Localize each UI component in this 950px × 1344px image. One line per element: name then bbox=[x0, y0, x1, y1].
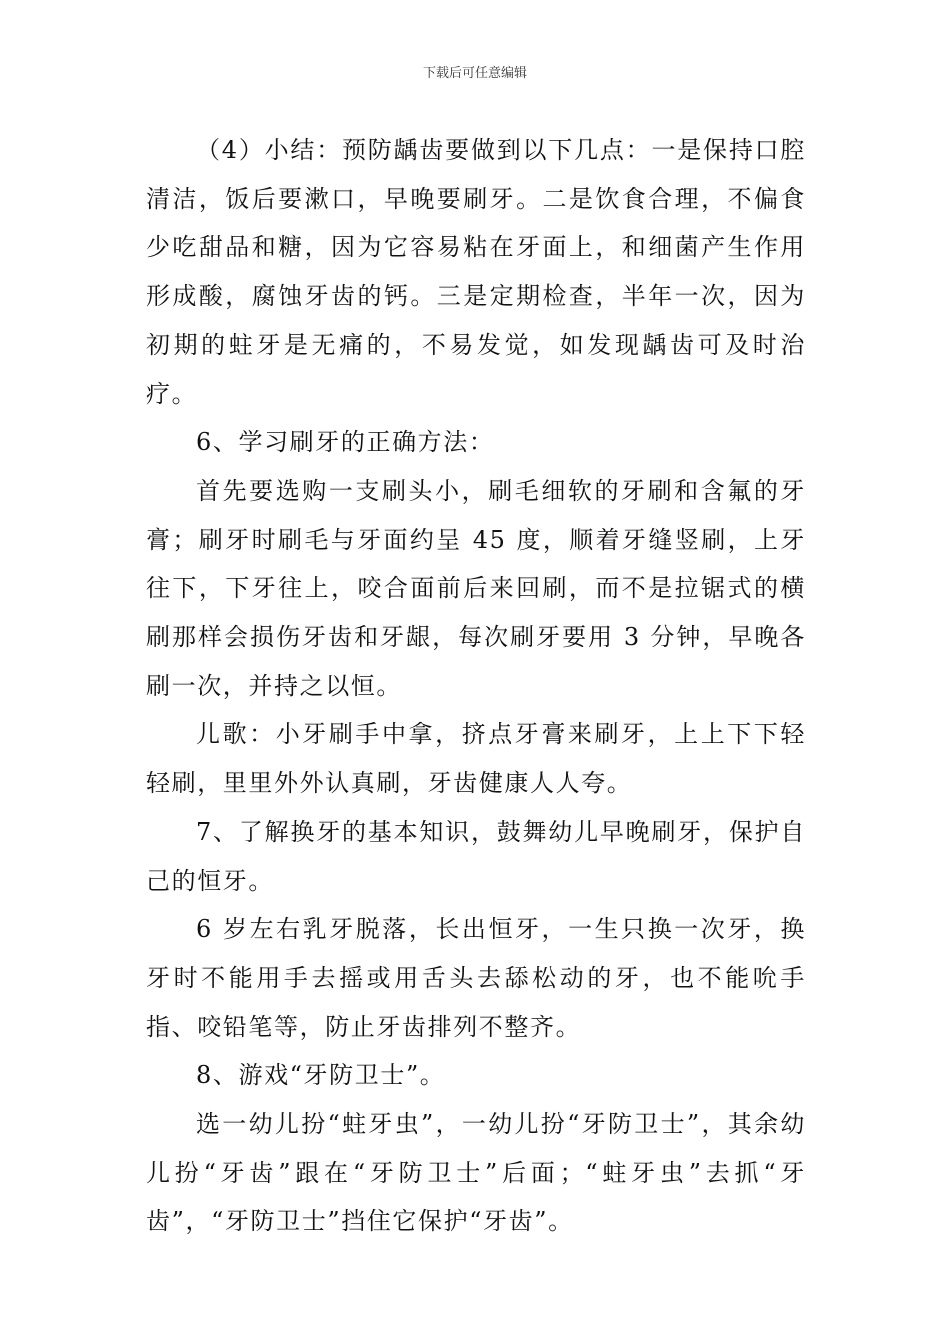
document-body bbox=[146, 126, 806, 1246]
heading-tooth-replacement: 7、了解换牙的基本知识，鼓舞幼儿早晚刷牙，保护自己的恒牙。 bbox=[146, 817, 806, 895]
heading-brushing-method: 6、学习刷牙的正确方法： bbox=[196, 428, 495, 457]
paragraph-tooth-replacement: 6 岁左右乳牙脱落，长出恒牙，一生只换一次牙，换牙时不能用手去摇或用舌头去舔松动的牙，也不能吮手指、咬铅笔等，防止牙齿排列不整齐。 bbox=[146, 915, 806, 1041]
paragraph-summary: （4）小结：预防龋齿要做到以下几点：一是保持口腔清洁，饭后要漱口，早晚要刷牙。二是饮食合理，不偏食少吃甜品和糖，因为它容易粘在牙面上，和细菌产生作用形成酸，腐蚀牙齿的钙。三是定期检查，半年一次，因为初期的蛀牙是无痛的，不易发觉，如发现龋齿可及时治疗。 bbox=[146, 136, 806, 408]
heading-game: 8、游戏“牙防卫士”。 bbox=[196, 1061, 446, 1090]
paragraph-brushing-method: 首先要选购一支刷头小，刷毛细软的牙刷和含氟的牙膏；刷牙时刷毛与牙面约呈 45 度，顺着牙缝竖刷，上牙往下，下牙往上，咬合面前后来回刷，而不是拉锯式的横刷那样会损伤牙齿和牙龈，每次刷牙要用 3 分钟，早晚各刷一次，并持之以恒。 bbox=[146, 476, 806, 700]
paragraph-nursery-rhyme: 儿歌：小牙刷手中拿，挤点牙膏来刷牙，上上下下轻轻刷，里里外外认真刷，牙齿健康人人夸。 bbox=[146, 720, 806, 798]
page-header: 下载后可任意编辑 bbox=[422, 66, 527, 81]
paragraph-game: 选一幼儿扮“蛀牙虫”，一幼儿扮“牙防卫士”，其余幼儿扮“牙齿”跟在“牙防卫士”后面；“蛀牙虫”去抓“牙齿”，“牙防卫士”挡住它保护“牙齿”。 bbox=[146, 1110, 806, 1236]
